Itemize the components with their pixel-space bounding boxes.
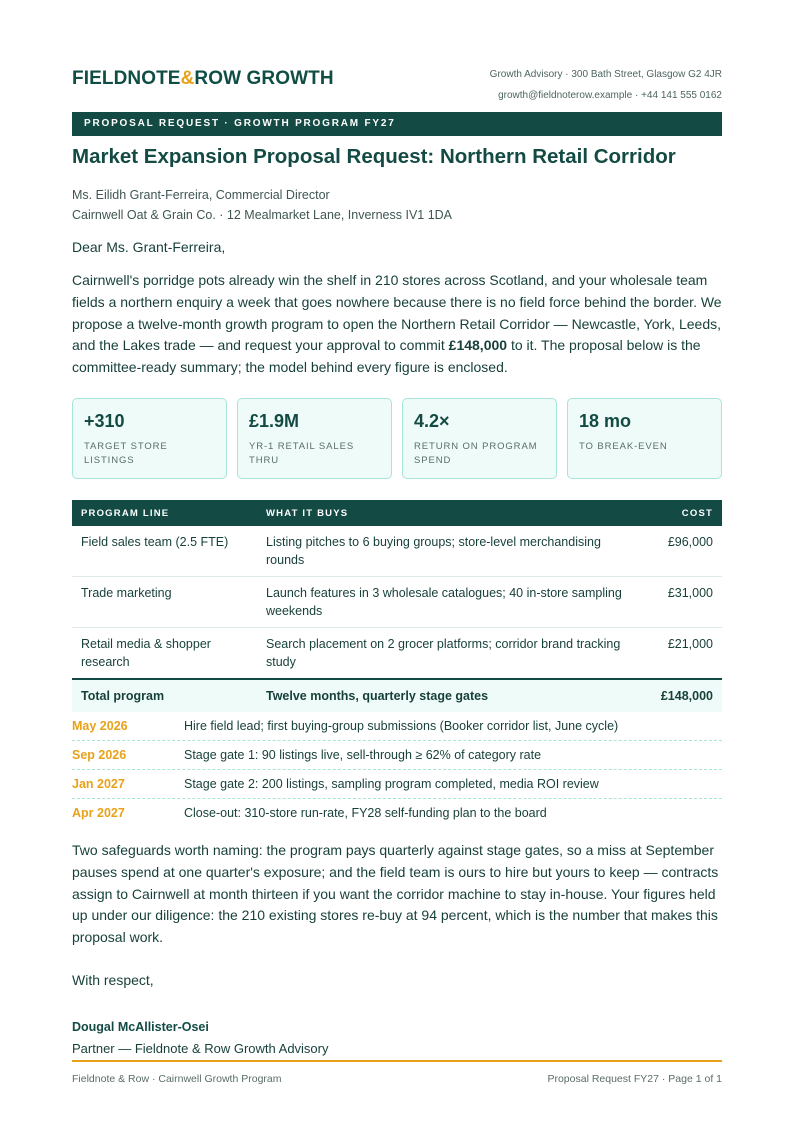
program-line-cell: Trade marketing (72, 577, 257, 628)
program-line-cell: Field sales team (2.5 FTE) (72, 526, 257, 577)
recipient-name: Ms. Eilidh Grant-Ferreira, Commercial Director (72, 188, 330, 202)
timeline-row (72, 799, 722, 828)
document-type-banner: PROPOSAL REQUEST · GROWTH PROGRAM FY27 (72, 112, 722, 136)
table-row (72, 526, 722, 577)
cost-cell: £31,000 (642, 577, 722, 628)
table-header-row (72, 500, 722, 526)
salutation: Dear Ms. Grant-Ferreira, (72, 239, 226, 255)
footer-left-text: Fieldnote & Row · Cairnwell Growth Program (72, 1073, 282, 1085)
metric-label: TO BREAK-EVEN (579, 441, 668, 452)
footer-page-info: Proposal Request FY27 · Page 1 of 1 (547, 1073, 722, 1085)
recipient-address: Cairnwell Oat & Grain Co. · 12 Mealmarket Lane, Inverness IV1 1DA (72, 208, 453, 222)
timeline-date: Apr 2027 (72, 806, 125, 820)
recipient-block (72, 185, 452, 225)
timeline-row (72, 741, 722, 770)
company-contact: growth@fieldnoterow.example · +44 141 555 0162 (498, 90, 722, 101)
cost-cell: £21,000 (642, 628, 722, 680)
column-header-cost: COST (642, 500, 722, 526)
contact-block (490, 64, 722, 106)
metric-card (402, 398, 557, 479)
timeline-date: May 2026 (72, 719, 128, 733)
company-address: Growth Advisory · 300 Bath Street, Glasgow G2 4JR (489, 69, 722, 80)
program-line-cell: Retail media & shopper research (72, 628, 257, 680)
timeline-description: Stage gate 1: 90 listings live, sell-through ≥ 62% of category rate (184, 748, 542, 762)
table-total-row (72, 679, 722, 712)
total-label-cell: Total program (72, 679, 257, 712)
signatory-role: Partner — Fieldnote & Row Growth Advisory (72, 1041, 329, 1056)
logo-ampersand: & (180, 68, 195, 89)
what-it-buys-cell: Launch features in 3 wholesale catalogues; 40 in-store sampling weekends (257, 577, 642, 628)
metric-label: YR-1 RETAIL SALES THRU (249, 441, 355, 466)
logo-text-part2: ROW GROWTH (194, 68, 334, 89)
metric-value: +310 (84, 411, 125, 431)
signatory-name: Dougal McAllister-Osei (72, 1020, 209, 1034)
cost-cell: £96,000 (642, 526, 722, 577)
closing-line: With respect, (72, 972, 154, 988)
intro-text-b: to it. The proposal below is the committee-ready summary; the model behind every figure is enclosed. (72, 337, 701, 376)
what-it-buys-cell: Listing pitches to 6 buying groups; store-level merchandising rounds (257, 526, 642, 577)
metric-card (567, 398, 722, 479)
page-title: Market Expansion Proposal Request: Northern Retail Corridor (72, 145, 676, 168)
program-timeline (72, 712, 722, 828)
metric-card (237, 398, 392, 479)
footer-divider (72, 1060, 722, 1062)
timeline-description: Close-out: 310-store run-rate, FY28 self-funding plan to the board (184, 806, 547, 820)
intro-text-a: Cairnwell's porridge pots already win the shelf in 210 stores across Scotland, and your wholesale team fields a northern enquiry a week that goes nowhere because there is no field force behind the border. We propose a twelve-month growth program to open the Northern Retail Corridor — Newcastle, York, Leeds, and the Lakes trade — and request your approval to commit (72, 272, 722, 354)
logo-text-part1: FIELDNOTE (72, 68, 181, 89)
total-description-cell: Twelve months, quarterly stage gates (257, 679, 642, 712)
timeline-row (72, 770, 722, 799)
metric-value: 4.2× (414, 411, 450, 431)
intro-amount: £148,000 (448, 337, 508, 354)
column-header-what-it-buys: WHAT IT BUYS (257, 500, 642, 526)
metric-cards (72, 398, 722, 479)
intro-paragraph (72, 270, 722, 379)
timeline-description: Stage gate 2: 200 listings, sampling program completed, media ROI review (184, 777, 599, 791)
metric-card (72, 398, 227, 479)
letterhead (72, 64, 722, 104)
timeline-date: Sep 2026 (72, 748, 127, 762)
program-cost-table (72, 500, 722, 712)
timeline-row (72, 712, 722, 741)
table-row (72, 577, 722, 628)
metric-label: TARGET STORE LISTINGS (84, 441, 168, 466)
what-it-buys-cell: Search placement on 2 grocer platforms; corridor brand tracking study (257, 628, 642, 680)
timeline-description: Hire field lead; first buying-group submissions (Booker corridor list, June cycle) (184, 719, 619, 733)
metric-value: £1.9M (249, 411, 300, 431)
company-logo (72, 68, 334, 90)
total-cost-cell: £148,000 (642, 679, 722, 712)
safeguards-paragraph: Two safeguards worth naming: the program pays quarterly against stage gates, so a miss at September pauses spend at one quarter's exposure; and the field team is ours to hire but yours to keep — contracts assign to Cairnwell at month thirteen if you want the corridor machine to stay in-house. Your figures held up under our diligence: the 210 existing stores re-buy at 94 percent, which is the number that makes this proposal work. (72, 842, 719, 946)
timeline-date: Jan 2027 (72, 777, 125, 791)
table-row (72, 628, 722, 680)
metric-value: 18 mo (579, 411, 632, 431)
metric-label: RETURN ON PROGRAM SPEND (414, 441, 538, 466)
column-header-program-line: PROGRAM LINE (72, 500, 257, 526)
